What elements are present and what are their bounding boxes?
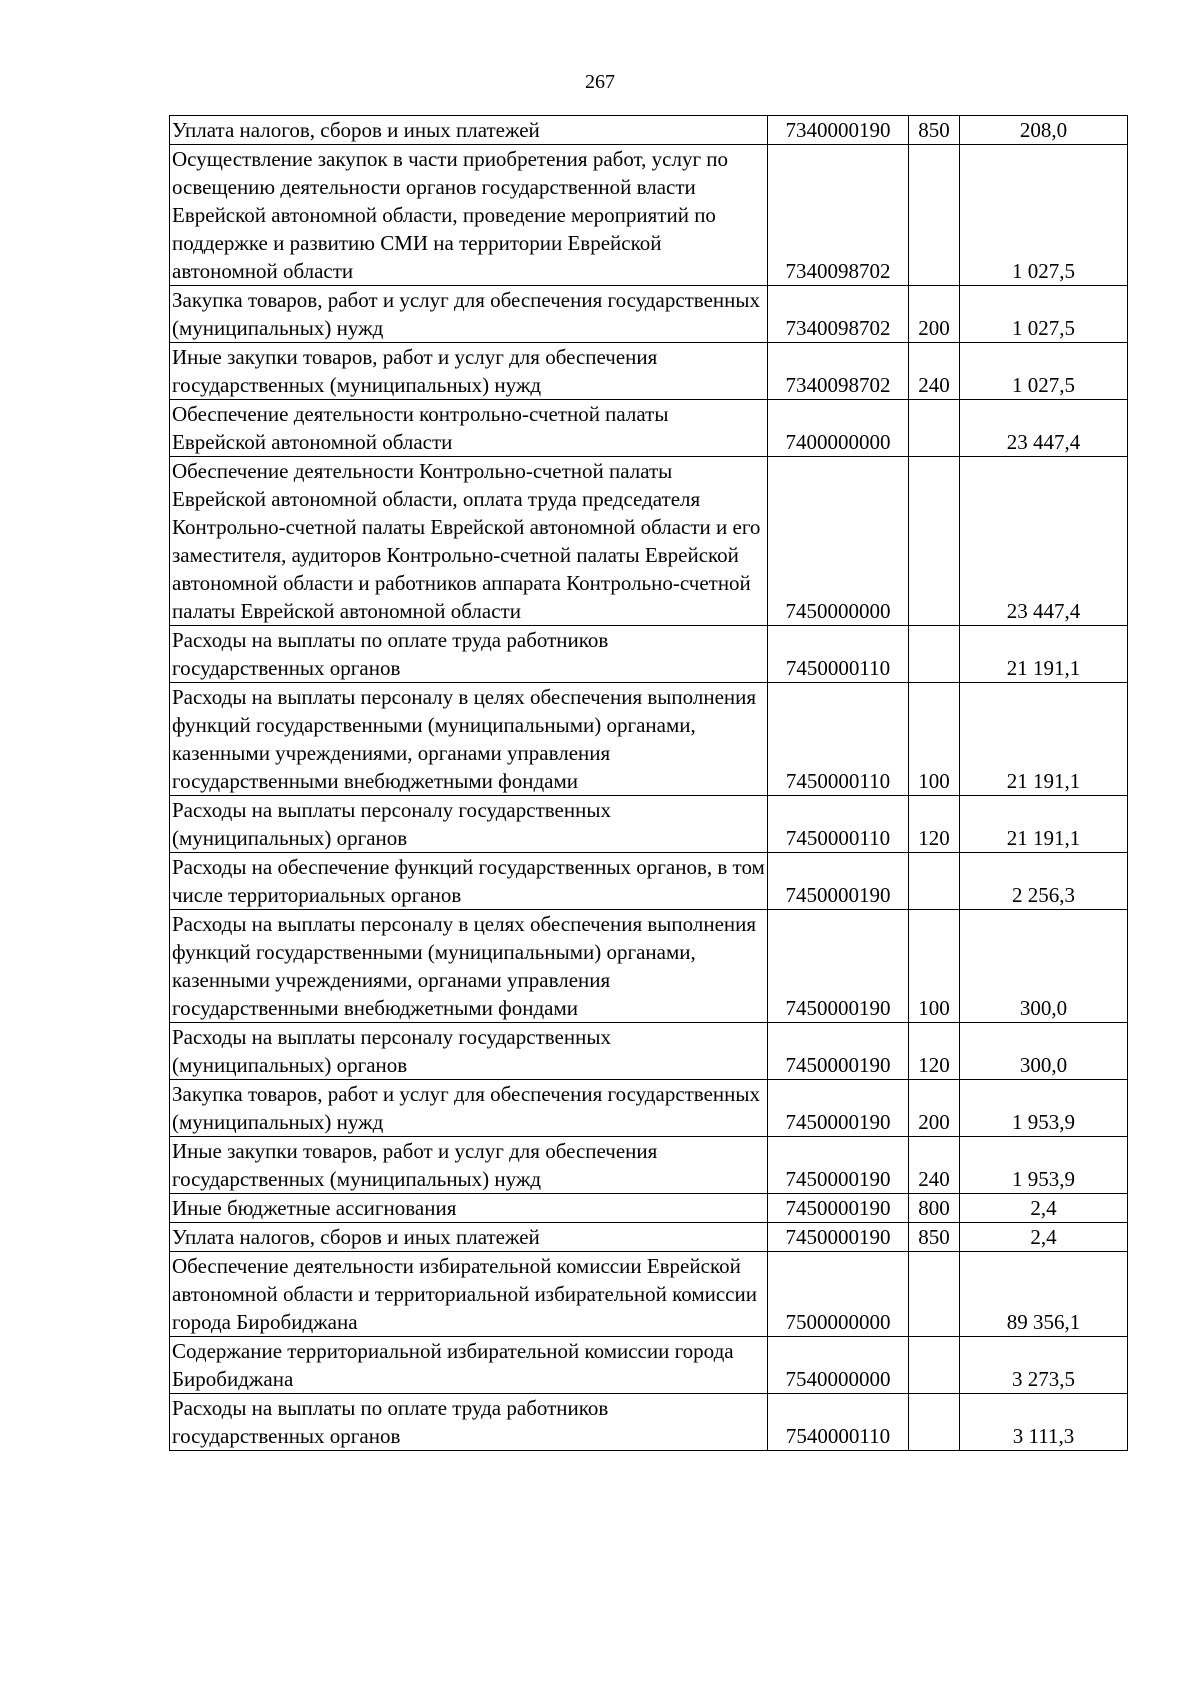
row-code-cell: 7450000190 <box>768 1023 909 1080</box>
row-sum-cell: 300,0 <box>960 1023 1128 1080</box>
row-code-cell: 7500000000 <box>768 1252 909 1337</box>
table-row <box>170 853 1128 910</box>
table-row <box>170 1394 1128 1451</box>
row-sum-cell: 21 191,1 <box>960 683 1128 796</box>
row-name-cell: Уплата налогов, сборов и иных платежей <box>170 1223 768 1252</box>
row-code-cell: 7340098702 <box>768 145 909 286</box>
row-type-cell <box>909 1394 960 1451</box>
row-type-cell: 240 <box>909 343 960 400</box>
row-name-cell: Закупка товаров, работ и услуг для обеспечения государственных (муниципальных) нужд <box>170 1080 768 1137</box>
row-sum-cell: 3 111,3 <box>960 1394 1128 1451</box>
row-type-cell: 800 <box>909 1194 960 1223</box>
row-name-cell: Расходы на выплаты персоналу в целях обеспечения выполнения функций государственными (муниципальными) органами, казенными учреждениями, органами управления государственными внебюджетными фондами <box>170 683 768 796</box>
row-name-cell: Уплата налогов, сборов и иных платежей <box>170 116 768 145</box>
row-name-cell: Обеспечение деятельности контрольно-счетной палаты Еврейской автономной области <box>170 400 768 457</box>
row-code-cell: 7400000000 <box>768 400 909 457</box>
row-code-cell: 7450000110 <box>768 796 909 853</box>
row-code-cell: 7340000190 <box>768 116 909 145</box>
table-row <box>170 683 1128 796</box>
row-type-cell: 850 <box>909 1223 960 1252</box>
row-type-cell: 120 <box>909 796 960 853</box>
row-name-cell: Иные закупки товаров, работ и услуг для обеспечения государственных (муниципальных) нужд <box>170 343 768 400</box>
row-sum-cell: 1 953,9 <box>960 1080 1128 1137</box>
row-name-cell: Обеспечение деятельности Контрольно-счетной палаты Еврейской автономной области, оплата труда председателя Контрольно-счетной палаты Еврейской автономной области и его заместителя, аудиторов Контрольно-счетной палаты Еврейской автономной области и работников аппарата Контрольно-счетной палаты Еврейской автономной области <box>170 457 768 626</box>
row-name-cell: Иные бюджетные ассигнования <box>170 1194 768 1223</box>
row-code-cell: 7450000190 <box>768 1080 909 1137</box>
table-row <box>170 1252 1128 1337</box>
table-row <box>170 286 1128 343</box>
row-name-cell: Иные закупки товаров, работ и услуг для обеспечения государственных (муниципальных) нужд <box>170 1137 768 1194</box>
row-sum-cell: 300,0 <box>960 910 1128 1023</box>
row-sum-cell: 208,0 <box>960 116 1128 145</box>
table-row <box>170 626 1128 683</box>
page-number: 267 <box>585 71 615 93</box>
row-code-cell: 7540000000 <box>768 1337 909 1394</box>
table-row <box>170 116 1128 145</box>
row-code-cell: 7450000190 <box>768 910 909 1023</box>
row-name-cell: Расходы на выплаты персоналу в целях обеспечения выполнения функций государственными (муниципальными) органами, казенными учреждениями, органами управления государственными внебюджетными фондами <box>170 910 768 1023</box>
row-code-cell: 7340098702 <box>768 343 909 400</box>
row-sum-cell: 1 953,9 <box>960 1137 1128 1194</box>
row-code-cell: 7450000110 <box>768 683 909 796</box>
row-name-cell: Осуществление закупок в части приобретения работ, услуг по освещению деятельности органов государственной власти Еврейской автономной области, проведение мероприятий по поддержке и развитию СМИ на территории Еврейской автономной области <box>170 145 768 286</box>
row-sum-cell: 1 027,5 <box>960 286 1128 343</box>
table-row <box>170 1337 1128 1394</box>
table-row <box>170 1223 1128 1252</box>
row-sum-cell: 1 027,5 <box>960 145 1128 286</box>
row-code-cell: 7450000190 <box>768 853 909 910</box>
row-sum-cell: 2,4 <box>960 1223 1128 1252</box>
budget-table <box>169 115 1128 1451</box>
row-name-cell: Расходы на выплаты по оплате труда работников государственных органов <box>170 626 768 683</box>
row-type-cell <box>909 1252 960 1337</box>
row-code-cell: 7450000190 <box>768 1223 909 1252</box>
row-sum-cell: 23 447,4 <box>960 457 1128 626</box>
row-sum-cell: 23 447,4 <box>960 400 1128 457</box>
row-code-cell: 7340098702 <box>768 286 909 343</box>
row-name-cell: Обеспечение деятельности избирательной комиссии Еврейской автономной области и территориальной избирательной комиссии города Биробиджана <box>170 1252 768 1337</box>
table-row <box>170 145 1128 286</box>
row-name-cell: Расходы на выплаты персоналу государственных (муниципальных) органов <box>170 796 768 853</box>
table-row <box>170 910 1128 1023</box>
row-type-cell: 850 <box>909 116 960 145</box>
row-sum-cell: 2 256,3 <box>960 853 1128 910</box>
table-row <box>170 1194 1128 1223</box>
row-type-cell <box>909 145 960 286</box>
table-row <box>170 400 1128 457</box>
row-type-cell <box>909 457 960 626</box>
table-row <box>170 1137 1128 1194</box>
table-row <box>170 796 1128 853</box>
row-type-cell <box>909 626 960 683</box>
row-sum-cell: 3 273,5 <box>960 1337 1128 1394</box>
table-row <box>170 457 1128 626</box>
row-type-cell <box>909 400 960 457</box>
row-sum-cell: 2,4 <box>960 1194 1128 1223</box>
row-type-cell: 200 <box>909 286 960 343</box>
row-name-cell: Расходы на обеспечение функций государственных органов, в том числе территориальных органов <box>170 853 768 910</box>
row-code-cell: 7540000110 <box>768 1394 909 1451</box>
row-code-cell: 7450000190 <box>768 1194 909 1223</box>
row-sum-cell: 21 191,1 <box>960 626 1128 683</box>
row-type-cell: 120 <box>909 1023 960 1080</box>
row-code-cell: 7450000110 <box>768 626 909 683</box>
table-row <box>170 343 1128 400</box>
row-type-cell: 100 <box>909 910 960 1023</box>
table-row <box>170 1080 1128 1137</box>
budget-table-body <box>170 116 1128 1451</box>
row-name-cell: Расходы на выплаты по оплате труда работников государственных органов <box>170 1394 768 1451</box>
row-type-cell <box>909 1337 960 1394</box>
row-name-cell: Закупка товаров, работ и услуг для обеспечения государственных (муниципальных) нужд <box>170 286 768 343</box>
row-sum-cell: 21 191,1 <box>960 796 1128 853</box>
row-type-cell: 240 <box>909 1137 960 1194</box>
row-code-cell: 7450000190 <box>768 1137 909 1194</box>
row-sum-cell: 1 027,5 <box>960 343 1128 400</box>
row-type-cell <box>909 853 960 910</box>
row-code-cell: 7450000000 <box>768 457 909 626</box>
table-row <box>170 1023 1128 1080</box>
row-name-cell: Расходы на выплаты персоналу государственных (муниципальных) органов <box>170 1023 768 1080</box>
row-type-cell: 100 <box>909 683 960 796</box>
row-type-cell: 200 <box>909 1080 960 1137</box>
row-name-cell: Содержание территориальной избирательной комиссии города Биробиджана <box>170 1337 768 1394</box>
row-sum-cell: 89 356,1 <box>960 1252 1128 1337</box>
